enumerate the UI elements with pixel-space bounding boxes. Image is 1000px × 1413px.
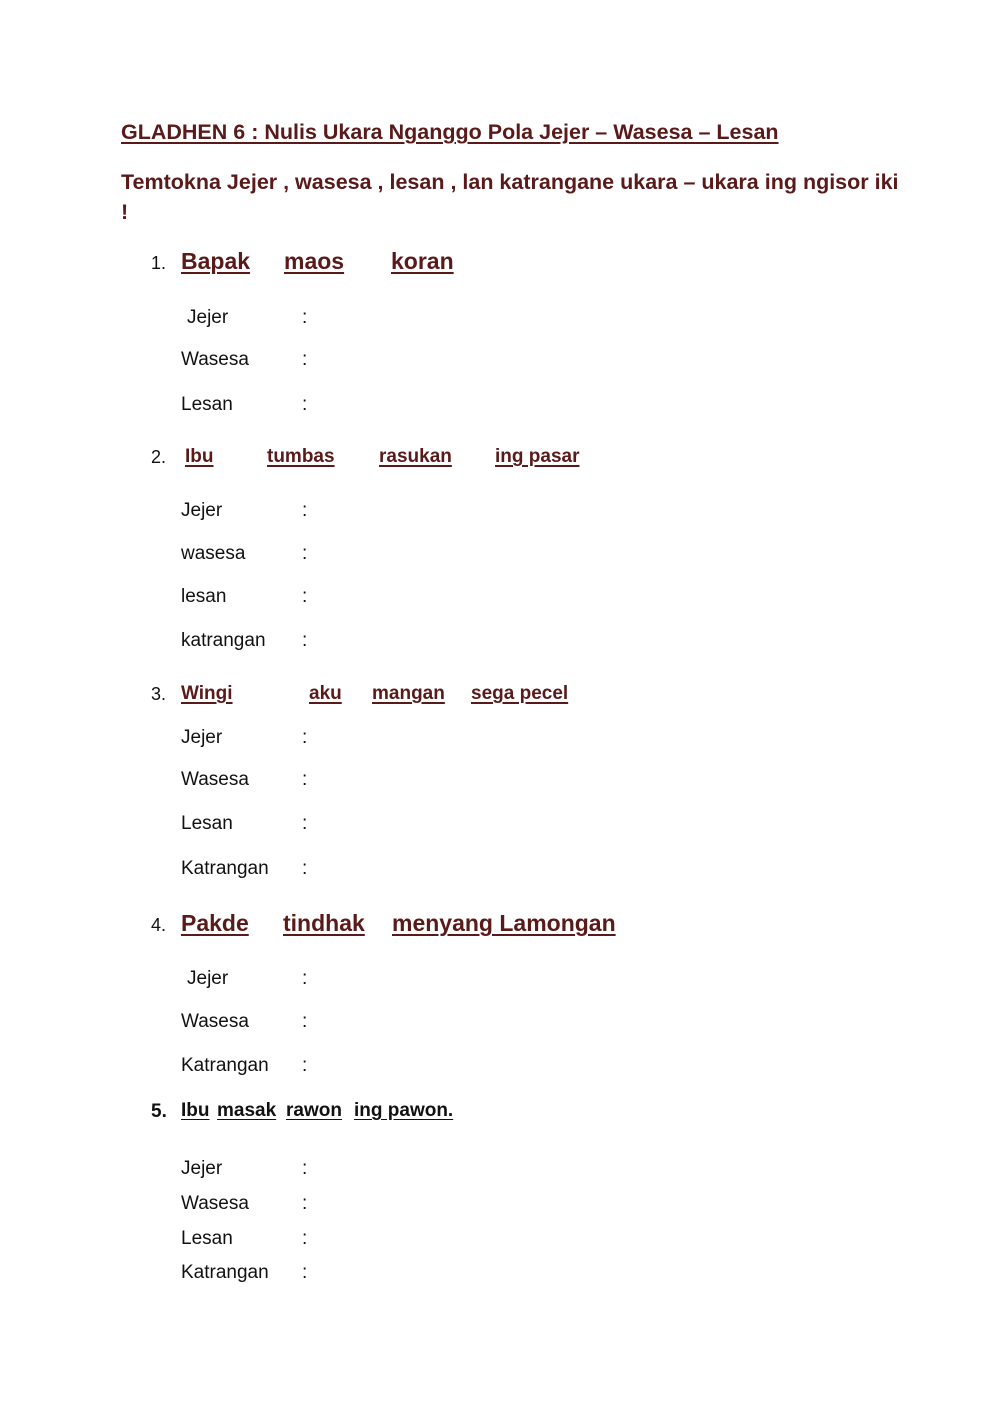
item-5-label-katrangan: Katrangan bbox=[181, 1262, 269, 1283]
item-3-word-4: sega pecel bbox=[471, 683, 569, 704]
item-2-label-jejer: Jejer bbox=[181, 500, 223, 521]
item-5-number: 5. bbox=[151, 1101, 167, 1122]
item-2-word-3: rasukan bbox=[379, 446, 452, 467]
item-4-label-katrangan: Katrangan bbox=[181, 1055, 269, 1076]
item-5-colon-2: : bbox=[302, 1193, 308, 1214]
item-3-word-2: aku bbox=[309, 683, 342, 704]
item-2-colon-2: : bbox=[302, 543, 308, 564]
item-5-label-wasesa: Wasesa bbox=[181, 1193, 249, 1214]
item-3-colon-4: : bbox=[302, 858, 308, 879]
item-5-colon-1: : bbox=[302, 1158, 308, 1179]
item-3-word-1: Wingi bbox=[181, 683, 233, 704]
item-1-colon-3: : bbox=[302, 394, 308, 415]
item-1-word-1: Bapak bbox=[181, 248, 251, 274]
item-5-label-jejer: Jejer bbox=[181, 1158, 223, 1179]
item-3-label-katrangan: Katrangan bbox=[181, 858, 269, 879]
item-2-colon-4: : bbox=[302, 630, 308, 651]
item-4-number: 4. bbox=[151, 915, 167, 935]
item-2-number: 2. bbox=[151, 447, 167, 467]
item-2-word-1: Ibu bbox=[185, 446, 214, 467]
item-5-word-1: Ibu bbox=[181, 1100, 210, 1121]
item-4-word-2: tindhak bbox=[283, 910, 365, 936]
item-3-label-jejer: Jejer bbox=[181, 727, 223, 748]
item-5-colon-4: : bbox=[302, 1262, 308, 1283]
item-1-label-wasesa: Wasesa bbox=[181, 349, 249, 370]
item-2-word-2: tumbas bbox=[267, 446, 335, 467]
item-2-colon-3: : bbox=[302, 586, 308, 607]
item-1-colon-2: : bbox=[302, 349, 308, 370]
item-3-label-lesan: Lesan bbox=[181, 813, 233, 834]
item-5-word-4: ing pawon. bbox=[354, 1100, 454, 1121]
item-4-word-1: Pakde bbox=[181, 910, 249, 936]
item-5-word-2: masak bbox=[217, 1100, 277, 1121]
item-4-word-3: menyang Lamongan bbox=[392, 910, 616, 936]
worksheet-title: GLADHEN 6 : Nulis Ukara Nganggo Pola Jejer – Wasesa – Lesan bbox=[121, 120, 779, 144]
item-5-colon-3: : bbox=[302, 1228, 308, 1249]
item-2-label-lesan: lesan bbox=[181, 586, 227, 607]
item-2-label-wasesa: wasesa bbox=[181, 543, 246, 564]
item-4-colon-1: : bbox=[302, 968, 308, 989]
item-2-colon-1: : bbox=[302, 500, 308, 521]
item-1-number: 1. bbox=[151, 253, 167, 273]
item-3-colon-3: : bbox=[302, 813, 308, 834]
item-3-word-3: mangan bbox=[372, 683, 445, 704]
item-4-colon-2: : bbox=[302, 1011, 308, 1032]
item-4-label-jejer: Jejer bbox=[187, 968, 229, 989]
item-5-label-lesan: Lesan bbox=[181, 1228, 233, 1249]
item-3-colon-1: : bbox=[302, 727, 308, 748]
item-1-label-jejer: Jejer bbox=[187, 307, 229, 328]
item-2-word-4: ing pasar bbox=[495, 446, 580, 467]
item-3-number: 3. bbox=[151, 684, 167, 704]
instruction-text: Temtokna Jejer , wasesa , lesan , lan katrangane ukara – ukara ing ngisor iki ! bbox=[121, 170, 899, 224]
item-4-colon-3: : bbox=[302, 1055, 308, 1076]
item-2-label-katrangan: katrangan bbox=[181, 630, 266, 651]
item-3-label-wasesa: Wasesa bbox=[181, 769, 249, 790]
item-3-colon-2: : bbox=[302, 769, 308, 790]
item-4-label-wasesa: Wasesa bbox=[181, 1011, 249, 1032]
item-1-colon-1: : bbox=[302, 307, 308, 328]
item-1-word-2: maos bbox=[284, 248, 345, 274]
item-1-label-lesan: Lesan bbox=[181, 394, 233, 415]
item-5-word-3: rawon bbox=[286, 1100, 342, 1121]
item-1-word-3: koran bbox=[391, 248, 454, 274]
